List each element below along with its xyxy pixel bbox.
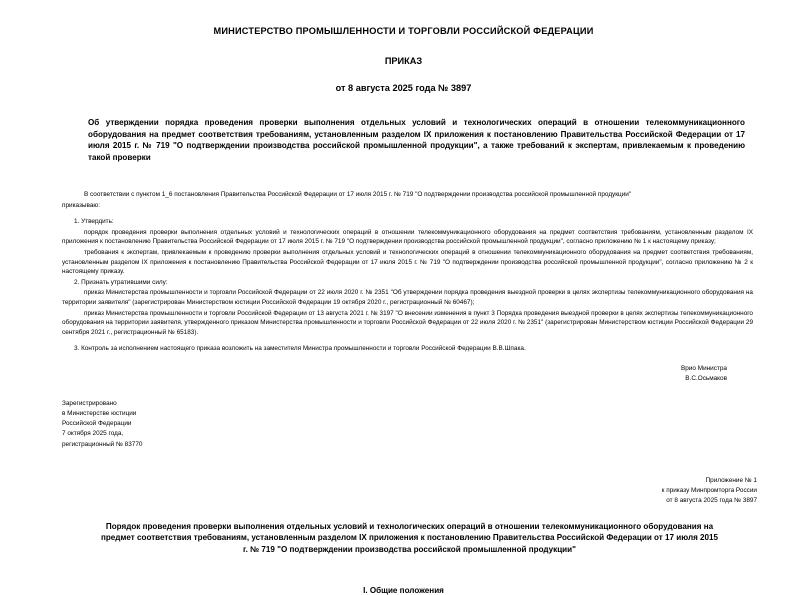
item-2-paragraph-1: приказ Министерства промышленности и торговли Российской Федерации от 22 июля 2020 г. № 2351 "Об утверждении порядка проведения выездной проверки в целях экспертизы телекоммуникационного оборудования на территории заявителя" (зарегистрирован Министерством юстиции Российской Федерации 19 октября 2020 г., регистрационный № 60467); — [62, 289, 753, 307]
signer-name: В.С.Осьмаков — [685, 375, 727, 383]
preamble-paragraph: В соответствии с пунктом 1_6 постановления Правительства Российской Федерации от 17 июля 2015 г. № 719 "О подтверждении производства российской промышленной продукции" — [84, 190, 632, 198]
registration-line: 7 октября 2025 года, — [62, 430, 124, 438]
appendix-reference — [40, 476, 767, 507]
document-type: ПРИКАЗ — [384, 56, 423, 66]
appendix-reference-line: от 8 августа 2025 года № 3897 — [666, 497, 757, 505]
registration-line: Российской Федерации — [62, 420, 132, 428]
document-body — [40, 190, 767, 354]
organization-title: МИНИСТЕРСТВО ПРОМЫШЛЕННОСТИ И ТОРГОВЛИ РОССИЙСКОЙ ФЕДЕРАЦИИ — [213, 26, 594, 36]
document-date: от 8 августа 2025 года № 3897 — [335, 83, 472, 93]
item-1-paragraph-2: требования к экспертам, привлекаемым к проведению проверки выполнения отдельных условий и технологических операций в отношении телекоммуникационного оборудования на предмет соответствия требованиям, установленным разделом IX приложения к постановлению Правительства Российской Федерации от 17 июля 2015 г. № 719 "О подтверждении производства российской промышленной продукции", согласно приложению № 2 к настоящему приказу. — [62, 248, 753, 276]
appendix-title: Порядок проведения проверки выполнения отдельных условий и технологических операций в отношении телекоммуникационного оборудования на предмет соответствия требованиям, установленным разделом IX приложения к постановлению Правительства Российской Федерации от 17 июля 2015 г. № 719 "О подтверждении производства российской промышленной продукции" — [100, 521, 719, 555]
registration-line: регистрационный № 83770 — [62, 440, 143, 448]
appendix-reference-line: к приказу Минпромторга России — [661, 487, 757, 495]
item-2-paragraph-2: приказ Министерства промышленности и торговли Российской Федерации от 13 августа 2021 г. № 3197 "О внесении изменения в пункт 3 Порядка проведения выездной проверки в целях экспертизы телекоммуникационного оборудования на территории заявителя, утвержденного приказом Министерства промышленности и торговли Российской Федерации от 22 июля 2020 г. № 2351" (зарегистрирован Министерством юстиции Российской Федерации 29 сентября 2021 г., регистрационный № 65183). — [62, 309, 753, 336]
registration-line: в Министерстве юстиции — [62, 409, 137, 417]
document-subject: Об утверждении порядка проведения проверки выполнения отдельных условий и технологических операций в отношении телекоммуникационного оборудования на предмет соответствия требованиям, установленным разделом IX приложения к постановлению Правительства Российской Федерации от 17 июля 2015 г. № 719 "О подтверждении производства российской промышленной продукции", а также требований к экспертам, привлекаемым к проведению такой проверки — [88, 118, 745, 163]
section-title: I. Общие положения — [363, 585, 444, 595]
registration-block — [40, 399, 767, 450]
item-2-label: 2. Признать утратившими силу: — [74, 278, 168, 286]
signature-block — [40, 364, 767, 385]
appendix-reference-line: Приложение № 1 — [705, 476, 757, 484]
signer-role: Врио Министра — [681, 365, 727, 373]
order-word: приказываю: — [62, 201, 100, 209]
item-1-paragraph-1: порядок проведения проверки выполнения отдельных условий и технологических операций в отношении телекоммуникационного оборудования на предмет соответствия требованиям, установленным разделом IX приложения к постановлению Правительства Российской Федерации от 17 июля 2015 г. № 719 "О подтверждении производства российской промышленной продукции", согласно приложению № 1 к настоящему приказу; — [62, 228, 753, 246]
item-3-paragraph: 3. Контроль за исполнением настоящего приказа возложить на заместителя Министра промышленности и торговли Российской Федерации В.В.Шпака. — [74, 345, 526, 353]
item-1-label: 1. Утвердить: — [74, 218, 114, 226]
registration-line: Зарегистрировано — [62, 399, 117, 407]
